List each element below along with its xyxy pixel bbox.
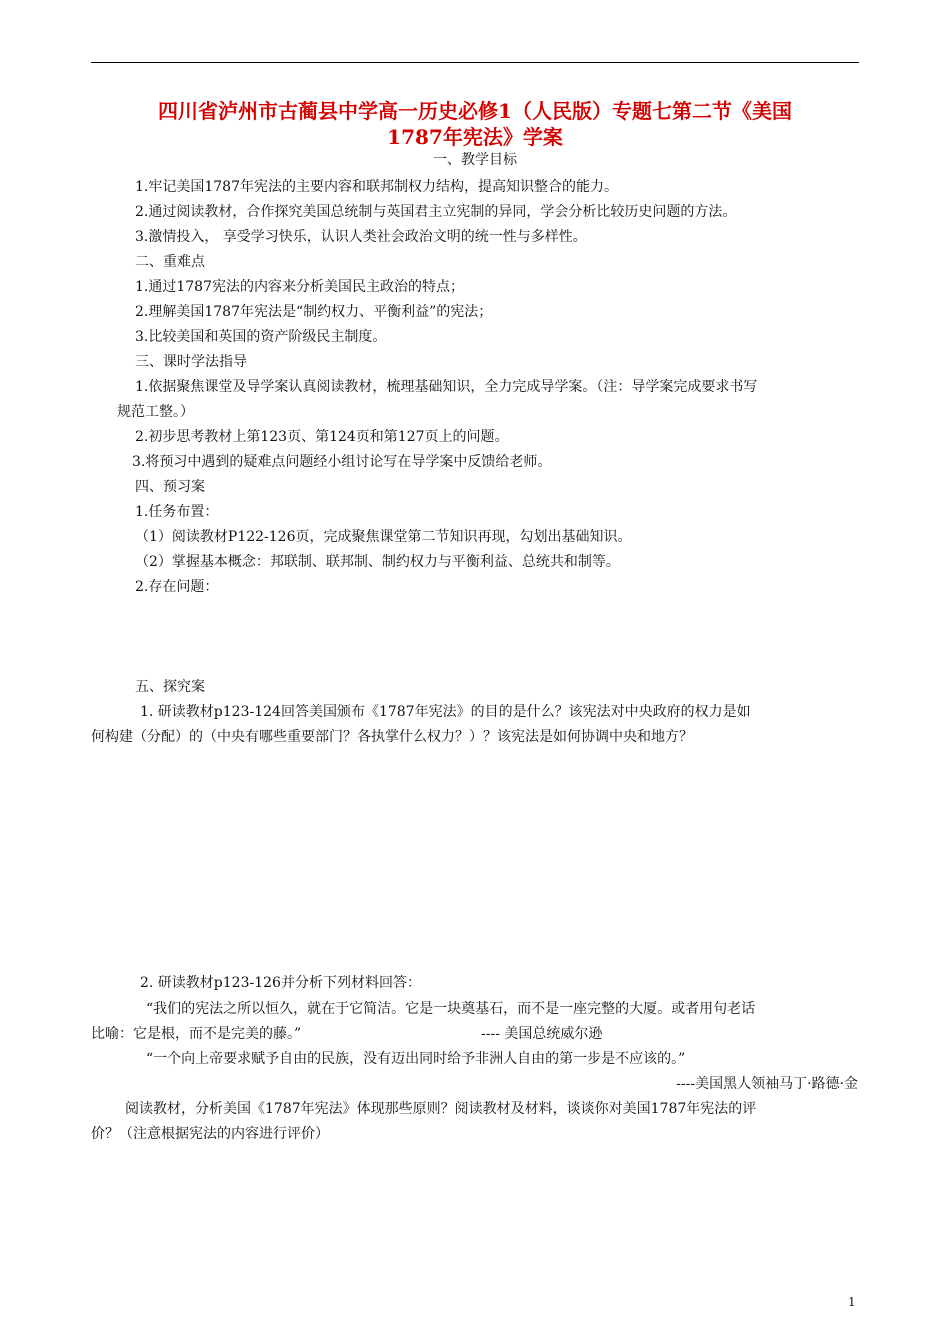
section1-item3: 3.激情投入， 享受学习快乐，认识人类社会政治文明的统一性与多样性。 [135, 229, 587, 245]
section1-heading: 一、教学目标 [433, 152, 517, 168]
section3-item1-line2: 规范工整。） [117, 404, 194, 420]
section3-item1-line1: 1.依据聚焦课堂及导学案认真阅读教材，梳理基础知识，全力完成导学案。（注：导学案完成要求书写 [135, 379, 758, 395]
section4-item2: 2.存在问题： [135, 579, 219, 595]
header-rule [91, 62, 859, 63]
section5-question1-line1: 1. 研读教材p123-124回答美国颁布《1787年宪法》的目的是什么？该宪法对中央政府的权力是如 [140, 704, 751, 720]
section4-item1: 1.任务布置： [135, 504, 219, 520]
section4-item1-sub1: （1）阅读教材P122-126页，完成聚焦课堂第二节知识再现，勾划出基础知识。 [135, 529, 632, 545]
quote1-source: ---- 美国总统威尔逊 [481, 1026, 603, 1042]
section1-item2: 2.通过阅读教材，合作探究美国总统制与英国君主立宪制的异同，学会分析比较历史问题的方法。 [135, 204, 737, 220]
doc-title-line1: 四川省泸州市古蔺县中学高一历史必修1（人民版）专题七第二节《美国 [158, 99, 792, 123]
quote1-line2: 比喻：它是根，而不是完美的藤。” [91, 1026, 302, 1042]
task-line2: 价？（注意根据宪法的内容进行评价） [91, 1126, 329, 1142]
quote2: “一个向上帝要求赋予自由的民族，没有迈出同时给予非洲人自由的第一步是不应该的。” [146, 1051, 686, 1067]
section3-item2: 2.初步思考教材上第123页、第124页和第127页上的问题。 [135, 429, 509, 445]
section2-heading: 二、重难点 [135, 254, 205, 270]
section2-item3: 3.比较美国和英国的资产阶级民主制度。 [135, 329, 387, 345]
section5-heading: 五、探究案 [135, 679, 205, 695]
section5-question1-line2: 何构建（分配）的（中央有哪些重要部门？各执掌什么权力？）？该宪法是如何协调中央和地方？ [91, 729, 693, 745]
section3-item3: 3.将预习中遇到的疑难点问题经小组讨论写在导学案中反馈给老师。 [132, 454, 552, 470]
section4-item1-sub2: （2）掌握基本概念：邦联制、联邦制、制约权力与平衡利益、总统共和制等。 [135, 554, 620, 570]
quote1-line1: “我们的宪法之所以恒久，就在于它简洁。它是一块奠基石，而不是一座完整的大厦。或者用句老话 [146, 1001, 756, 1017]
doc-title-line2: 1787年宪法》学案 [387, 125, 563, 149]
quote2-source: ----美国黑人领袖马丁·路德·金 [676, 1076, 858, 1092]
section2-item2: 2.理解美国1787年宪法是“制约权力、平衡利益”的宪法； [135, 304, 493, 320]
task-line1: 阅读教材，分析美国《1787年宪法》体现那些原则？阅读教材及材料，谈谈你对美国1787年宪法的评 [125, 1101, 757, 1117]
section3-heading: 三、课时学法指导 [135, 354, 247, 370]
page-number: 1 [848, 1295, 856, 1309]
section1-item1: 1.牢记美国1787年宪法的主要内容和联邦制权力结构，提高知识整合的能力。 [135, 179, 618, 195]
section4-heading: 四、预习案 [135, 479, 205, 495]
section5-question2: 2. 研读教材p123-126并分析下列材料回答： [140, 975, 421, 991]
section2-item1: 1.通过1787宪法的内容来分析美国民主政治的特点； [135, 279, 464, 295]
